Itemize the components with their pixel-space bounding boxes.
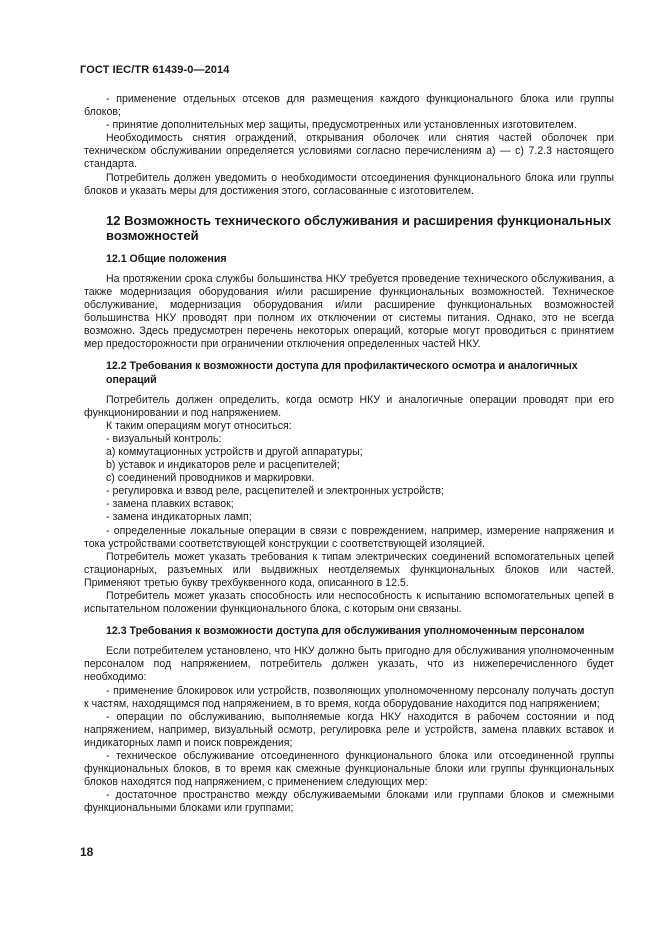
page-number: 18 [80, 845, 94, 859]
paragraph: К таким операциям могут относиться: [106, 419, 292, 432]
paragraph: - принятие дополнительных мер защиты, предусмотренных или установленных изготовителем. [106, 119, 577, 132]
paragraph: Потребитель должен уведомить о необходимости отсоединения функционального блока или группы блоков и указать меры для достижения этого, согласованные с изготовителем. [84, 171, 614, 197]
paragraph: Потребитель может указать способность или неспособность к испытанию вспомогательных цепей в испытательном положении функционального блока, с которым они связаны. [84, 590, 614, 616]
list-item: - визуальный контроль: [106, 432, 222, 445]
subsection-12-1-title: 12.1 Общие положения [106, 252, 227, 265]
list-item: - техническое обслуживание отсоединенного функционального блока или отсоединенной группы функциональных блоков, в то время как смежные функциональные блоки или группы функциональных блоков находятся под напряжением, с применением следующих мер: [84, 750, 614, 789]
subsection-12-2-title: 12.2 Требования к возможности доступа для профилактического осмотра и аналогичных операций [106, 360, 578, 386]
list-item: - операции по обслуживанию, выполняемые когда НКУ находится в рабочем состоянии и под напряжением, например, визуальный осмотр, регулировка реле и устройств, замена плавких вставок и индикаторных ламп и поиск повреждения; [84, 710, 614, 749]
paragraph: Потребитель должен определить, когда осмотр НКУ и аналогичные операции проводят при его функционировании и под напряжением. [84, 393, 614, 419]
list-item: a) коммутационных устройств и другой аппаратуры; [106, 445, 363, 458]
list-item: b) уставок и индикаторов реле и расцепителей; [106, 459, 340, 472]
paragraph: На протяжении срока службы большинства НКУ требуется проведение технического обслуживания, а также модернизация оборудования и/или расширение функциональных возможностей. Техническое обслуживание, модернизация оборудования и/или расширение функциональных возможностей большинства НКУ проводят при полном их отключении от системы питания. Однако, это не всегда возможно. Здесь предусмотрен перечень некоторых операций, которые могут проводиться с принятием мер предосторожности при ограничении отключения определенных частей НКУ. [84, 272, 614, 351]
list-item: - определенные локальные операции в связи с повреждением, например, измерение напряжения и тока устройствами соответствующей конструкции с соответствующей изоляцией. [84, 524, 614, 550]
list-item: - применение блокировок или устройств, позволяющих уполномоченному персоналу получать доступ к частям, находящимся под напряжением, в то время, когда оборудование находится под напряжением; [84, 684, 614, 710]
paragraph: Потребитель может указать требования к типам электрических соединений вспомогательных цепей стационарных, разъемных или выдвижных неотделяемых функциональных блоков или частей. Применяют третью букву трехбуквенного кода, описанного в 12.5. [84, 550, 614, 589]
list-item: - достаточное пространство между обслуживаемыми блоками или группами блоков и смежными функциональными блоками или группами; [84, 789, 614, 815]
list-item: c) соединений проводников и маркировки. [106, 472, 315, 485]
list-item: - замена плавких вставок; [106, 498, 234, 511]
document-body [84, 93, 614, 816]
document-header: ГОСТ IEC/TR 61439-0—2014 [80, 64, 230, 76]
paragraph: - применение отдельных отсеков для размещения каждого функционального блока или группы блоков; [84, 93, 614, 119]
list-item: - регулировка и взвод реле, расцепителей и электронных устройств; [106, 485, 444, 498]
paragraph: Если потребителем установлено, что НКУ должно быть пригодно для обслуживания уполномоченным персоналом под напряжением, потребитель должен указать, что из нижеперечисленного будет необходимо: [84, 645, 614, 684]
section-12-title: 12 Возможность технического обслуживания и расширения функциональных возможностей [106, 212, 612, 243]
subsection-12-3-title: 12.3 Требования к возможности доступа для обслуживания уполномоченным персоналом [106, 625, 585, 638]
list-item: - замена индикаторных ламп; [106, 511, 252, 524]
paragraph: Необходимость снятия ограждений, открывания оболочек или снятия частей оболочек при техническом обслуживании определяется условиями согласно перечислениям a) — c) 7.2.3 настоящего стандарта. [84, 132, 614, 171]
